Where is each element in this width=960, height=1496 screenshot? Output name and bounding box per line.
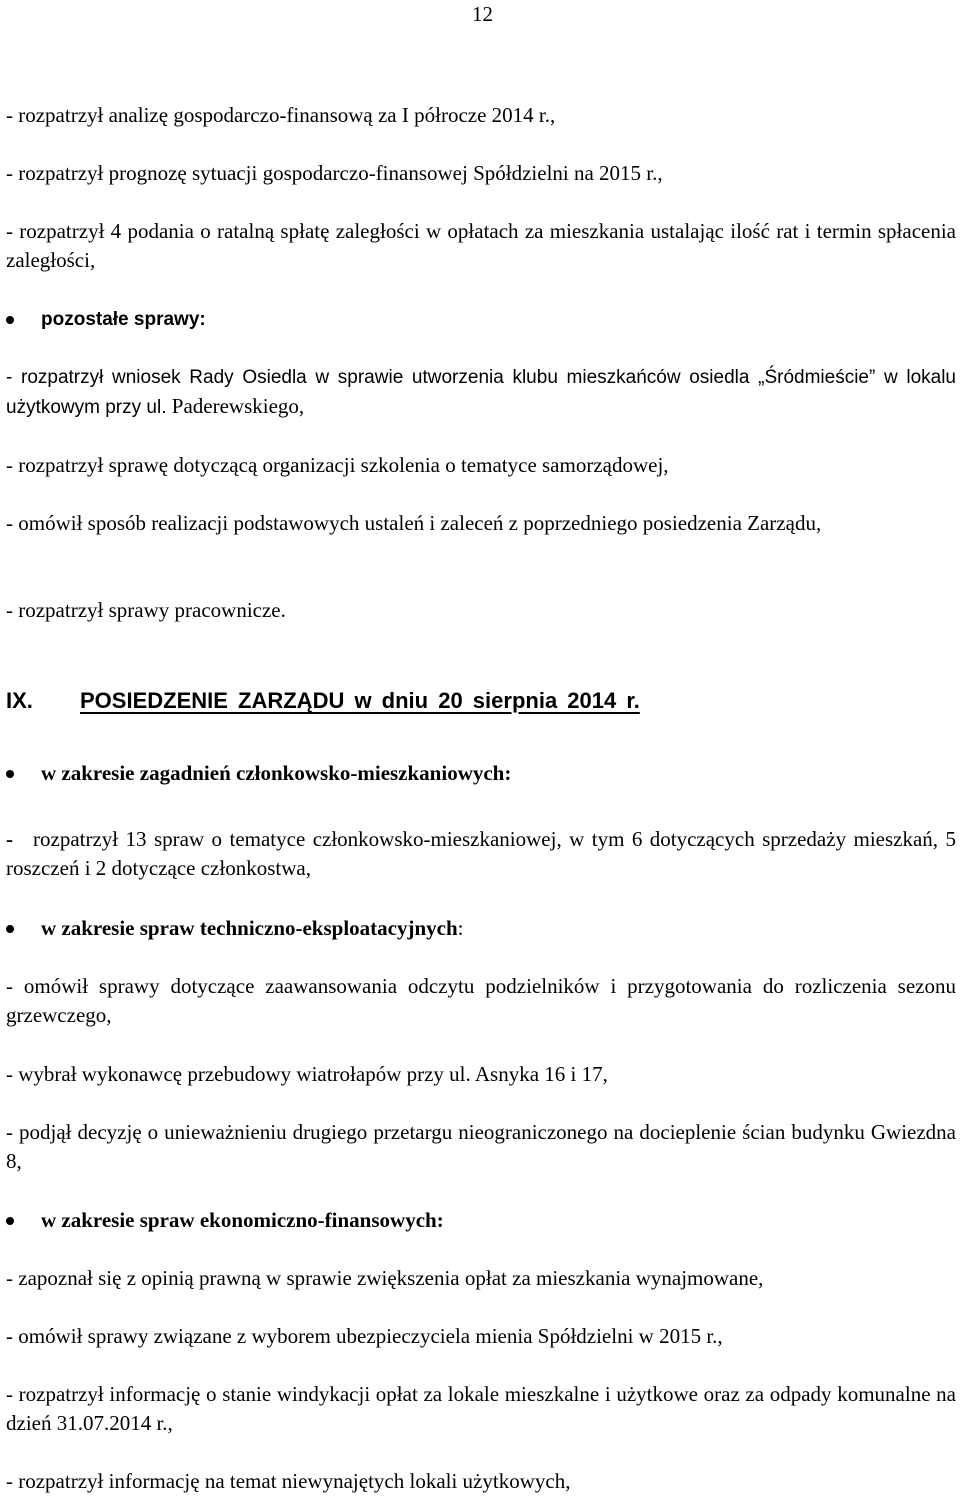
list-item: - omówił sprawy dotyczące zaawansowania odczytu podzielników i przygotowania do rozliczenia sezonu grzewczego, [6, 974, 956, 1027]
heading-number: IX. [6, 688, 33, 713]
heading-title: POSIEDZENIE ZARZĄDU w dniu 20 sierpnia 2014 r. [80, 688, 640, 713]
list-item: - omówił sprawy związane z wyborem ubezpieczyciela mienia Spółdzielni w 2015 r., [6, 1324, 723, 1348]
list-item: - omówił sposób realizacji podstawowych ustaleń i zaleceń z poprzedniego posiedzenia Zarządu, [6, 511, 822, 535]
list-item-text-tail: Paderewskiego, [171, 394, 305, 418]
list-item: - zapoznał się z opinią prawną w sprawie zwiększenia opłat za mieszkania wynajmowane, [6, 1266, 764, 1290]
list-item: - wybrał wykonawcę przebudowy wiatrołapów przy ul. Asnyka 16 i 17, [6, 1062, 608, 1086]
list-item: - rozpatrzył prognozę sytuacji gospodarczo-finansowej Spółdzielni na 2015 r., [6, 161, 663, 185]
list-item [6, 825, 956, 883]
list-item-text: rozpatrzył 13 spraw o tematyce członkowsko-mieszkaniowej, w tym 6 dotyczących sprzedaży mieszkań, 5 roszczeń i 2 dotyczące członkostwa, [6, 827, 956, 880]
bullet-icon [6, 770, 14, 778]
list-item: - rozpatrzył sprawy pracownicze. [6, 598, 286, 622]
list-item: - rozpatrzył informację o stanie windykacji opłat za lokale mieszkalne i użytkowe oraz za odpady komunalne na dzień 31.07.2014 r., [6, 1382, 956, 1435]
meeting-heading [6, 686, 956, 716]
document-page: 12 - rozpatrzył analizę gospodarczo-finansową za I półrocze 2014 r., - rozpatrzył prognozę sytuacji gospodarczo-finansowej Spółdzielni na 2015 r., - rozpatrzył 4 podania o ratalną spłatę zaległości w opłatach za mieszkania ustalając ilość rat i termin spłacenia zaległości, pozostałe sprawy: - rozpatrzył wniosek Rady Osiedla w sprawie utworzenia klubu mieszkańców osiedla „Śródmieście” w lokalu użytkowym przy ul. Paderewskiego, - rozpatrzył sprawę dotyczącą organizacji szkolenia o tematyce samorządowej, - omówił sposób realizacji podstawowych ustaleń i zaleceń z poprzedniego posiedzenia Zarządu, - rozpatrzył sprawy pracownicze. IX. POSIEDZENIE ZARZĄDU w dniu 20 sierpnia 2014 r. w zakresie zagadnień członkowsko-mieszkaniowych: - rozpatrzył 13 spraw o tematyce członkowsko-mieszkaniowej, w tym 6 dotyczących sprzedaży mieszkań, 5 roszczeń i 2 dotyczące członkostwa, w zakresie spraw techniczno-eksploatacyjnych: - omówił sprawy dotyczące zaawansowania odczytu podzielników i przygotowania do rozliczenia sezonu grzewczego, - wybrał wykonawcę przebudowy wiatrołapów przy ul. Asnyka 16 i 17, - podjął decyzję o unieważnieniu drugiego przetargu nieograniczonego na docieplenie ścian budynku Gwiezdna 8, w zakresie spraw ekonomiczno-finansowych: - zapoznał się z opinią prawną w sprawie zwiększenia opłat za mieszkania wynajmowane, - omówił sprawy związane z wyborem ubezpieczyciela mienia Spółdzielni w 2015 r., - rozpatrzył informację o stanie windykacji opłat za lokale mieszkalne i użytkowe oraz za odpady komunalne na dzień 31.07.2014 r., - rozpatrzył informację na temat niewynajętych lokali użytkowych, [6, 0, 956, 1496]
page-number: 12 [472, 2, 493, 26]
list-item: - podjął decyzję o unieważnieniu drugiego przetargu nieograniczonego na docieplenie ścian budynku Gwiezdna 8, [6, 1120, 956, 1173]
bullet-icon [6, 316, 14, 324]
list-item: - rozpatrzył sprawę dotyczącą organizacji szkolenia o tematyce samorządowej, [6, 453, 669, 477]
list-item-text: - rozpatrzył wniosek Rady Osiedla w sprawie utworzenia klubu mieszkańców osiedla „Śródmieście” w lokalu użytkowym przy ul. [6, 367, 956, 418]
list-item: - rozpatrzył analizę gospodarczo-finansową za I półrocze 2014 r., [6, 103, 556, 127]
bullet-icon [6, 1217, 14, 1225]
list-item: - rozpatrzył informację na temat niewynajętych lokali użytkowych, [6, 1469, 571, 1493]
bullet-icon [6, 925, 14, 933]
list-item [6, 364, 956, 422]
dash-marker: - [6, 827, 13, 851]
list-item: - rozpatrzył 4 podania o ratalną spłatę zaległości w opłatach za mieszkania ustalając ilość rat i termin spłacenia zaległości, [6, 219, 956, 272]
